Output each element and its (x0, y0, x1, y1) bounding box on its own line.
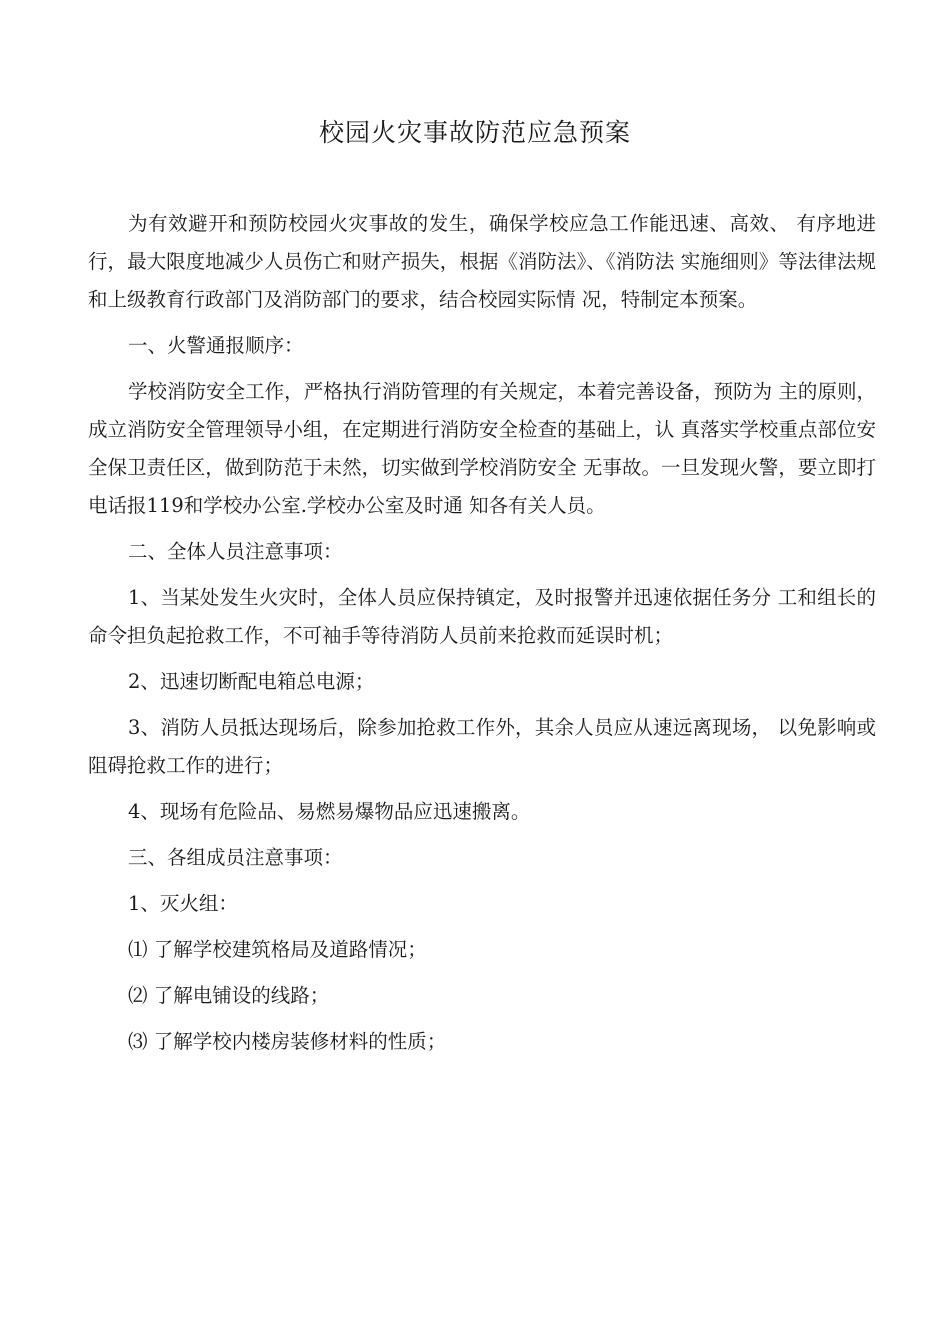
fire-fighting-group-heading: 1、灭火组： (128, 892, 238, 915)
all-staff-item-2: 2、迅速切断配电箱总电源； (128, 670, 375, 693)
intro-paragraph: 为有效避开和预防校园火灾事故的发生，确保学校应急工作能迅速、高效、 有序地进行，最大限度地减少人员伤亡和财产损失，根据《消防法》、《消防法 实施细则》等法律法规和上级教育行政部门及消防部门的要求，结合校园实际情 况，特制定本预案。 (88, 212, 876, 311)
fire-fighting-item-2: ⑵ 了解电铺设的线路； (128, 984, 330, 1007)
fire-fighting-item-1: ⑴ 了解学校建筑格局及道路情况； (128, 938, 427, 961)
document-body (88, 205, 876, 1069)
document-title: 校园火灾事故防范应急预案 (318, 118, 631, 147)
section-heading-group-members: 三、各组成员注意事项： (128, 846, 343, 869)
all-staff-item-4: 4、现场有危险品、易燃易爆物品应迅速搬离。 (128, 800, 531, 823)
fire-fighting-item-3: ⑶ 了解学校内楼房装修材料的性质； (128, 1030, 447, 1053)
section-heading-all-staff: 二、全体人员注意事项： (128, 540, 343, 563)
all-staff-item-1: 1、当某处发生火灾时，全体人员应保持镇定，及时报警并迅速依据任务分 工和组长的命令担负起抢救工作，不可袖手等待消防人员前来抢救而延误时机； (88, 586, 876, 647)
all-staff-item-3: 3、消防人员抵达现场后，除参加抢救工作外，其余人员应从速远离现场， 以免影响或阻碍抢救工作的进行； (88, 716, 876, 777)
section-heading-fire-alarm: 一、火警通报顺序： (128, 334, 304, 357)
fire-alarm-paragraph: 学校消防安全工作，严格执行消防管理的有关规定，本着完善设备，预防为 主的原则，成立消防安全管理领导小组，在定期进行消防安全检查的基础上，认 真落实学校重点部位安全保卫责任区，做到防范于未然，切实做到学校消防安全 无事故。一旦发现火警，要立即打电话报119和学校办公室.学校办公室及时通 知各有关人员。 (88, 380, 876, 517)
